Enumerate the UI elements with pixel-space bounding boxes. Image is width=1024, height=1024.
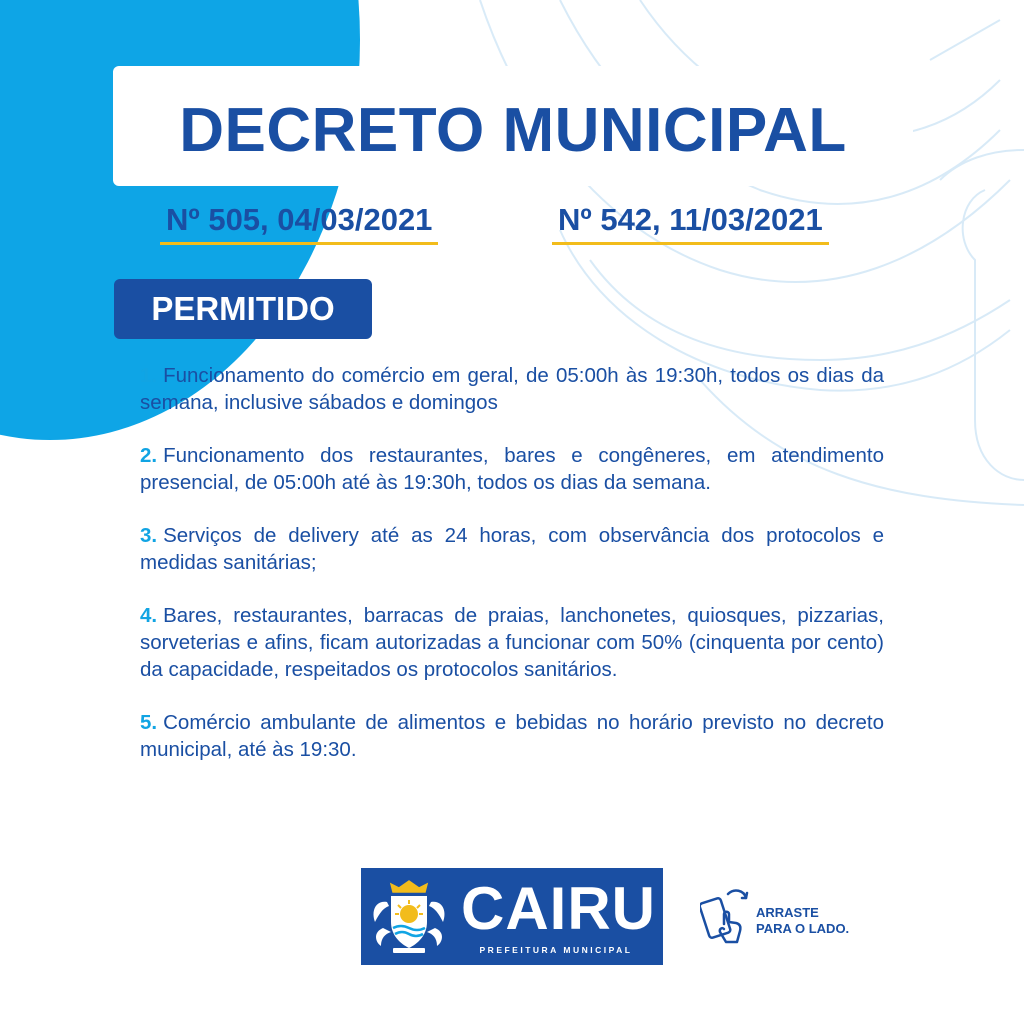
list-item-number: 2. [140, 444, 158, 467]
list-item-number: 5. [140, 711, 158, 734]
list-item-number: 3. [140, 524, 158, 547]
permitted-list [140, 362, 884, 763]
list-item [140, 602, 884, 683]
section-badge [114, 279, 372, 339]
title-card [113, 66, 913, 186]
swipe-text-line2: PARA O LADO. [756, 921, 850, 936]
logo-subtitle: PREFEITURA MUNICIPAL [479, 945, 633, 955]
list-item-text: Comércio ambulante de alimentos e bebidas no horário previsto no decreto municipal, até às 19:30. [140, 711, 884, 761]
logo-name: CAIRU [461, 875, 656, 942]
list-item-text: Bares, restaurantes, barracas de praias, lanchonetes, quiosques, pizzarias, sorveterias e afins, ficam autorizadas a funcionar com 50% (cinquenta por cento) da capacidade, respeitados os protocolos sanitários. [140, 604, 884, 681]
swipe-text [756, 905, 849, 937]
list-item-text: Funcionamento dos restaurantes, bares e congêneres, em atendimento presencial, de 05:00h até às 19:30h, todos os dias da semana. [140, 444, 884, 494]
list-item [140, 709, 884, 763]
list-item [140, 442, 884, 496]
swipe-text-line1: ARRASTE [756, 905, 819, 920]
list-item [140, 362, 884, 416]
swipe-hint [700, 882, 880, 952]
page-title: DECRETO MUNICIPAL [179, 95, 847, 165]
section-badge-label: PERMITIDO [151, 290, 335, 327]
swipe-phone-icon [700, 886, 752, 950]
cairu-logo [361, 868, 663, 965]
list-item [140, 522, 884, 576]
list-item-text: Funcionamento do comércio em geral, de 05:00h às 19:30h, todos os dias da semana, inclusive sábados e domingos [140, 364, 884, 414]
list-item-number: 1. [140, 364, 158, 387]
decree-number-505: Nº 505, 04/03/2021 [160, 202, 438, 245]
coat-of-arms-icon [369, 878, 449, 956]
list-item-text: Serviços de delivery até as 24 horas, com observância dos protocolos e medidas sanitárias; [140, 524, 884, 574]
decree-number-542: Nº 542, 11/03/2021 [552, 202, 829, 245]
list-item-number: 4. [140, 604, 158, 627]
